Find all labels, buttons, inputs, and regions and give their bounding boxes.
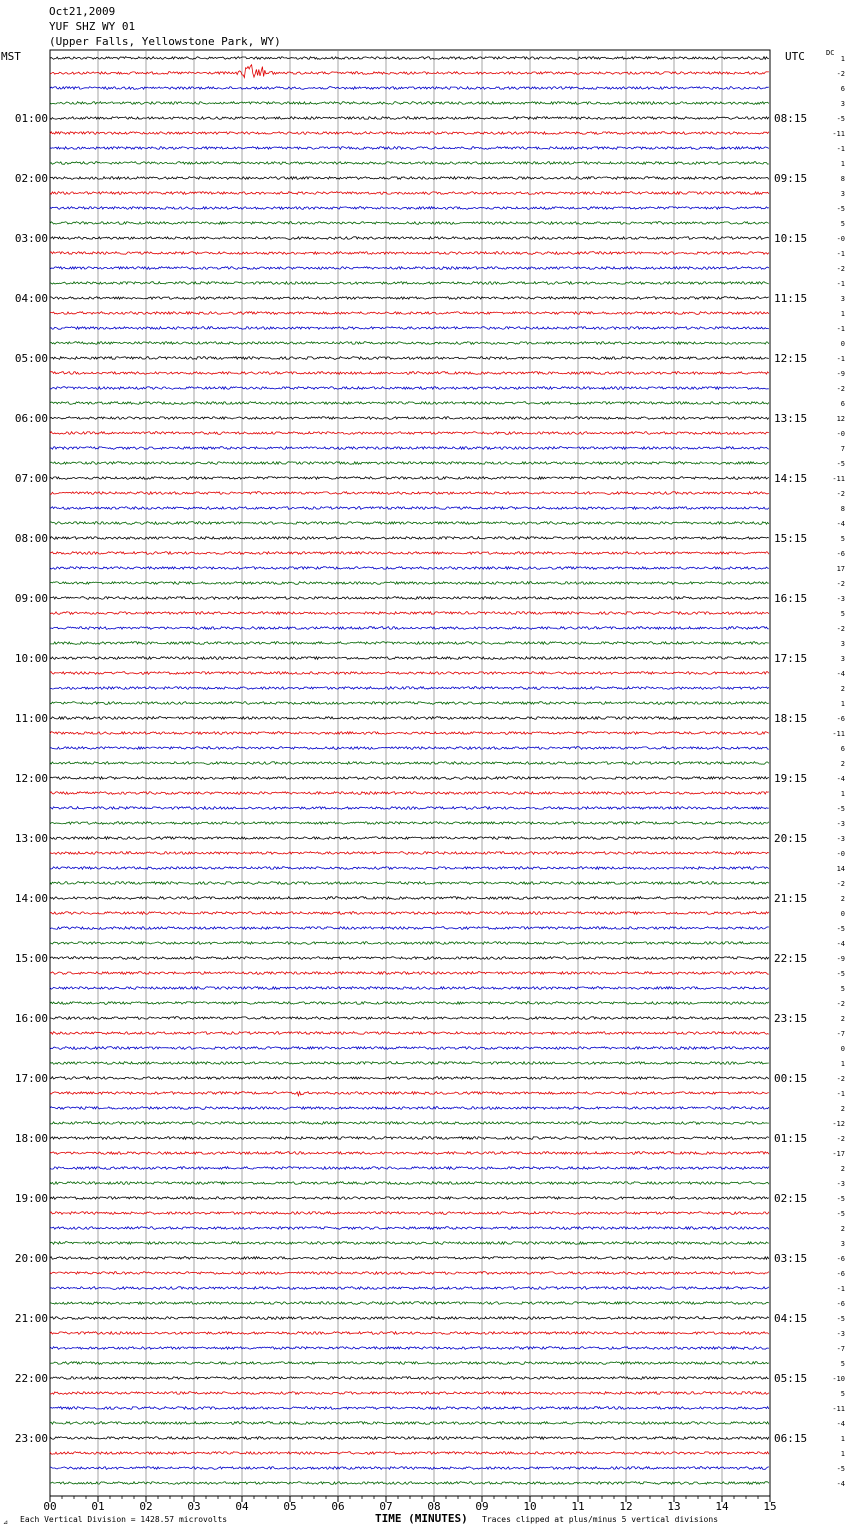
mst-hour-label: 08:00 [14,532,48,545]
trace-line [50,252,769,255]
dc-offset-label: 5 [840,535,845,543]
trace-line [50,927,769,930]
dc-offset-label: -5 [836,1465,845,1473]
trace-line [50,747,769,750]
dc-offset-label: 2 [840,1015,845,1023]
dc-offset-label: 3 [840,655,845,663]
trace-line [50,1272,769,1275]
trace-line [50,387,769,390]
x-tick-label: 03 [187,1500,201,1513]
utc-hour-label: 10:15 [774,232,808,245]
dc-offset-label: -3 [836,1180,845,1188]
x-tick-label: 10 [523,1500,537,1513]
dc-offset-label: 5 [840,1390,845,1398]
utc-hour-label: 09:15 [774,172,808,185]
trace-line [50,672,769,675]
utc-hour-label: 08:15 [774,112,808,125]
x-tick-label: 09 [475,1500,489,1513]
trace-line [50,1392,769,1395]
dc-offset-label: -11 [832,1405,845,1413]
trace-line [50,1047,769,1050]
location-title: (Upper Falls, Yellowstone Park, WY) [49,35,281,48]
trace-line [50,432,769,435]
trace-line [50,117,769,120]
dc-offset-label: -0 [836,430,845,438]
dc-offset-label: 6 [840,745,845,753]
trace-line [50,237,769,240]
utc-hour-label: 21:15 [774,892,808,905]
trace-line [50,1107,769,1110]
trace-line [50,312,769,315]
dc-offset-label: -7 [836,1345,845,1353]
mst-hour-label: 13:00 [14,832,48,845]
dc-offset-label: -4 [836,520,845,528]
dc-offset-label: -0 [836,850,845,858]
mst-hour-label: 22:00 [14,1372,48,1385]
dc-offset-label: -4 [836,940,845,948]
x-tick-label: 11 [571,1500,585,1513]
trace-line [50,372,769,375]
dc-offset-label: 1 [840,790,845,798]
dc-offset-label: -6 [836,1270,845,1278]
trace-line [50,822,769,825]
dc-offset-label: 1 [840,310,845,318]
dc-offset-label: 1 [840,55,845,63]
trace-line [50,597,769,600]
mst-hour-label: 03:00 [14,232,48,245]
dc-offset-label: 3 [840,190,845,198]
dc-offset-label: -2 [836,1135,845,1143]
trace-line [50,327,769,330]
trace-line [50,582,769,585]
utc-hour-label: 02:15 [774,1192,808,1205]
dc-offset-label: 7 [840,445,845,453]
dc-offset-label: -3 [836,1330,845,1338]
trace-line [50,612,769,615]
trace-line [50,537,769,540]
mst-hour-label: 05:00 [14,352,48,365]
dc-offset-label: -2 [836,385,845,393]
trace-line [50,57,769,60]
trace-line [50,552,769,555]
dc-offset-label: -2 [836,1000,845,1008]
dc-offset-label: -12 [832,1120,845,1128]
dc-offset-label: 0 [840,910,845,918]
x-tick-label: 00 [43,1500,57,1513]
trace-line [50,162,769,165]
trace-line [50,417,769,420]
dc-offset-label: 2 [840,1165,845,1173]
dc-offset-label: -6 [836,715,845,723]
dc-offset-label: -2 [836,1075,845,1083]
dc-offset-label: -1 [836,280,845,288]
dc-offset-label: -4 [836,1420,845,1428]
dc-offset-label: 3 [840,295,845,303]
trace-line [50,1077,769,1080]
trace-line [50,762,769,765]
trace-line [50,882,769,885]
dc-offset-label: 2 [840,1225,845,1233]
trace-line [50,792,769,795]
trace-line [50,402,769,405]
mst-hour-label: 07:00 [14,472,48,485]
dc-offset-label: -0 [836,235,845,243]
utc-hour-label: 06:15 [774,1432,808,1445]
dc-offset-label: 12 [836,415,845,423]
utc-hour-label: 04:15 [774,1312,808,1325]
trace-line [50,65,769,78]
footer-mark: ⊿ [3,1519,9,1526]
dc-offset-label: 2 [840,1105,845,1113]
dc-offset-label: -3 [836,820,845,828]
right-timezone-label: UTC [785,50,805,63]
utc-hour-label: 12:15 [774,352,808,365]
dc-offset-label: -6 [836,550,845,558]
trace-line [50,102,769,105]
dc-offset-label: 1 [840,1435,845,1443]
x-tick-label: 06 [331,1500,345,1513]
clip-note: Traces clipped at plus/minus 5 vertical divisions [482,1515,719,1524]
trace-line [50,477,769,480]
x-tick-label: 15 [763,1500,777,1513]
trace-line [50,1017,769,1020]
utc-hour-label: 23:15 [774,1012,808,1025]
dc-offset-label: -5 [836,115,845,123]
dc-offset-label: -5 [836,970,845,978]
trace-line [50,1317,769,1320]
utc-hour-label: 22:15 [774,952,808,965]
trace-line [50,807,769,810]
dc-offset-label: -5 [836,460,845,468]
mst-hour-label: 23:00 [14,1432,48,1445]
mst-hour-label: 20:00 [14,1252,48,1265]
dc-offset-label: 14 [836,865,845,873]
utc-hour-label: 20:15 [774,832,808,845]
trace-line [50,1182,769,1185]
dc-offset-label: 0 [840,340,845,348]
trace-line [50,867,769,870]
trace-line [50,177,769,180]
x-tick-label: 02 [139,1500,153,1513]
dc-offset-label: 2 [840,895,845,903]
dc-label: DC [826,49,835,57]
trace-line [50,1212,769,1215]
dc-offset-label: -2 [836,70,845,78]
utc-hour-label: 14:15 [774,472,808,485]
dc-offset-label: -5 [836,805,845,813]
dc-offset-label: -5 [836,925,845,933]
trace-line [50,297,769,300]
trace-line [50,897,769,900]
trace-line [50,1002,769,1005]
dc-offset-label: -1 [836,1285,845,1293]
dc-offset-label: -4 [836,670,845,678]
x-tick-label: 12 [619,1500,633,1513]
dc-offset-label: -6 [836,1255,845,1263]
utc-hour-label: 19:15 [774,772,808,785]
trace-line [50,642,769,645]
trace-line [50,567,769,570]
mst-hour-label: 21:00 [14,1312,48,1325]
utc-hour-label: 17:15 [774,652,808,665]
x-tick-label: 14 [715,1500,729,1513]
trace-line [50,132,769,135]
mst-hour-label: 06:00 [14,412,48,425]
trace-line [50,1362,769,1365]
trace-line [50,1482,769,1485]
dc-offset-label: 1 [840,700,845,708]
dc-offset-label: -1 [836,355,845,363]
trace-line [50,447,769,450]
dc-offset-label: 8 [840,505,845,513]
utc-hour-label: 16:15 [774,592,808,605]
utc-hour-label: 05:15 [774,1372,808,1385]
trace-line [50,987,769,990]
trace-line [50,522,769,525]
mst-hour-label: 09:00 [14,592,48,605]
dc-offset-label: -5 [836,205,845,213]
trace-line [50,1437,769,1440]
trace-line [50,1167,769,1170]
trace-line [50,207,769,210]
trace-line [50,462,769,465]
mst-hour-label: 02:00 [14,172,48,185]
trace-line [50,1467,769,1470]
mst-hour-label: 10:00 [14,652,48,665]
trace-line [50,1422,769,1425]
trace-line [50,1257,769,1260]
trace-line [50,1332,769,1335]
dc-offset-label: 0 [840,1045,845,1053]
trace-line [50,1122,769,1125]
mst-hour-label: 11:00 [14,712,48,725]
mst-hour-label: 14:00 [14,892,48,905]
trace-line [50,912,769,915]
dc-offset-label: 2 [840,685,845,693]
trace-line [50,627,769,630]
mst-hour-label: 12:00 [14,772,48,785]
dc-offset-label: -2 [836,625,845,633]
dc-offset-label: -9 [836,370,845,378]
trace-line [50,1032,769,1035]
utc-hour-label: 13:15 [774,412,808,425]
dc-offset-label: 1 [840,1060,845,1068]
dc-offset-label: -1 [836,250,845,258]
dc-offset-label: -1 [836,325,845,333]
trace-line [50,1152,769,1155]
trace-line [50,942,769,945]
trace-line [50,702,769,705]
mst-hour-label: 01:00 [14,112,48,125]
trace-line [50,1197,769,1200]
dc-offset-label: 6 [840,85,845,93]
utc-hour-label: 11:15 [774,292,808,305]
trace-line [50,972,769,975]
trace-line [50,1287,769,1290]
dc-offset-label: -10 [832,1375,845,1383]
trace-line [50,837,769,840]
dc-offset-label: -2 [836,490,845,498]
x-tick-label: 13 [667,1500,681,1513]
dc-offset-label: 2 [840,760,845,768]
trace-line [50,1242,769,1245]
dc-offset-label: 3 [840,100,845,108]
trace-line [50,1137,769,1140]
trace-line [50,222,769,225]
trace-line [50,192,769,195]
trace-line [50,1302,769,1305]
x-tick-label: 07 [379,1500,393,1513]
x-axis-label: TIME (MINUTES) [375,1512,468,1525]
dc-offset-label: 3 [840,640,845,648]
dc-offset-label: 3 [840,1240,845,1248]
x-tick-label: 08 [427,1500,441,1513]
trace-line [50,357,769,360]
dc-offset-label: -6 [836,1300,845,1308]
scale-note: Each Vertical Division = 1428.57 microvolts [20,1515,228,1524]
trace-line [50,852,769,855]
dc-offset-label: -11 [832,730,845,738]
dc-offset-label: 5 [840,985,845,993]
dc-offset-label: 5 [840,220,845,228]
dc-offset-label: -4 [836,775,845,783]
trace-line [50,1452,769,1455]
dc-offset-label: -2 [836,580,845,588]
trace-line [50,267,769,270]
dc-offset-label: -3 [836,595,845,603]
dc-offset-label: -1 [836,145,845,153]
dc-offset-label: 17 [836,565,845,573]
date-title: Oct21,2009 [49,5,116,18]
dc-offset-label: 6 [840,400,845,408]
plot-frame [50,50,770,1496]
mst-hour-label: 04:00 [14,292,48,305]
utc-hour-label: 18:15 [774,712,808,725]
dc-offset-label: -2 [836,880,845,888]
dc-offset-label: -11 [832,130,845,138]
dc-offset-label: -5 [836,1315,845,1323]
dc-offset-label: -11 [832,475,845,483]
utc-hour-label: 01:15 [774,1132,808,1145]
trace-line [50,1407,769,1410]
dc-offset-label: 1 [840,1450,845,1458]
dc-offset-label: -1 [836,1090,845,1098]
trace-line [50,1347,769,1350]
dc-offset-label: -9 [836,955,845,963]
dc-offset-label: -3 [836,835,845,843]
trace-line [50,1227,769,1230]
dc-offset-label: 5 [840,610,845,618]
trace-line [50,657,769,660]
trace-line [50,507,769,510]
trace-line [50,732,769,735]
dc-offset-label: -5 [836,1210,845,1218]
utc-hour-label: 00:15 [774,1072,808,1085]
trace-line [50,342,769,345]
trace-line [50,777,769,780]
left-timezone-label: MST [1,50,21,63]
x-tick-label: 05 [283,1500,297,1513]
utc-hour-label: 03:15 [774,1252,808,1265]
dc-offset-label: -4 [836,1480,845,1488]
trace-line [50,147,769,150]
x-tick-label: 04 [235,1500,249,1513]
mst-hour-label: 16:00 [14,1012,48,1025]
station-title: YUF SHZ WY 01 [49,20,136,33]
dc-offset-label: -17 [832,1150,845,1158]
dc-offset-label: -5 [836,1195,845,1203]
trace-line [50,687,769,690]
mst-hour-label: 17:00 [14,1072,48,1085]
trace-line [50,1377,769,1380]
trace-line [50,717,769,720]
mst-hour-label: 19:00 [14,1192,48,1205]
trace-line [50,282,769,285]
dc-offset-label: 5 [840,1360,845,1368]
trace-line [50,1062,769,1065]
trace-line [50,957,769,960]
dc-offset-label: 1 [840,160,845,168]
dc-offset-label: -2 [836,265,845,273]
dc-offset-label: 8 [840,175,845,183]
trace-line [50,87,769,90]
dc-offset-label: -7 [836,1030,845,1038]
mst-hour-label: 18:00 [14,1132,48,1145]
x-tick-label: 01 [91,1500,105,1513]
trace-line [50,492,769,495]
mst-hour-label: 15:00 [14,952,48,965]
trace-line [50,1092,769,1096]
utc-hour-label: 15:15 [774,532,808,545]
